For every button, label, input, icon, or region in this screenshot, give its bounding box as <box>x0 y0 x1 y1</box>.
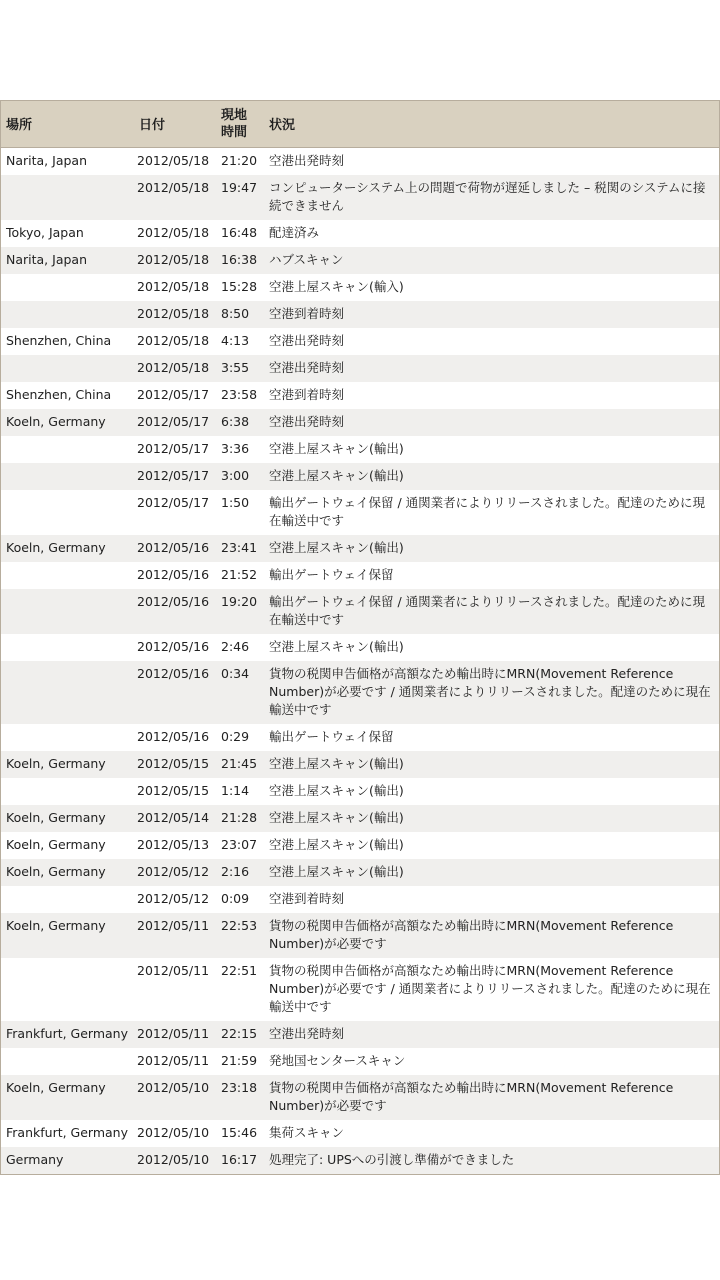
cell-date: 2012/05/16 <box>137 593 210 609</box>
cell-date: 2012/05/11 <box>137 1025 210 1041</box>
cell-location: Frankfurt, Germany <box>6 1025 129 1041</box>
cell-location <box>1 490 134 535</box>
cell-location: Narita, Japan <box>6 251 87 267</box>
cell-location <box>1 463 134 490</box>
cell-date: 2012/05/10 <box>137 1124 210 1140</box>
cell-local-time: 19:20 <box>221 593 258 609</box>
cell-local-time: 21:45 <box>221 755 258 771</box>
cell-local-time: 3:55 <box>221 359 250 375</box>
cell-location <box>1 778 134 805</box>
cell-date: 2012/05/17 <box>137 413 210 429</box>
cell-location <box>1 562 134 589</box>
table-row <box>1 220 719 247</box>
table-row <box>1 409 719 436</box>
cell-location <box>1 724 134 751</box>
cell-status: 空港上屋スキャン(輸出) <box>269 638 404 654</box>
cell-date: 2012/05/10 <box>137 1079 210 1095</box>
cell-date: 2012/05/10 <box>137 1151 210 1167</box>
cell-location: Koeln, Germany <box>6 917 106 933</box>
cell-location: Koeln, Germany <box>6 809 106 825</box>
table-row <box>1 751 719 778</box>
table-row <box>1 805 719 832</box>
table-header <box>1 101 719 147</box>
cell-local-time: 22:51 <box>221 962 258 978</box>
cell-local-time: 23:18 <box>221 1079 258 1095</box>
cell-status: 貨物の税関申告価格が高額なため輸出時にMRN(Movement Reference Number)が必要です / 通関業者によりリリースされました。配達のために現在輸送中です <box>269 665 711 717</box>
cell-status: 空港上屋スキャン(輸出) <box>269 782 404 798</box>
table-row <box>1 1075 719 1120</box>
cell-local-time: 6:38 <box>221 413 250 429</box>
table-row <box>1 634 719 661</box>
cell-status: 空港上屋スキャン(輸入) <box>269 278 404 294</box>
cell-location <box>1 274 134 301</box>
cell-date: 2012/05/17 <box>137 494 210 510</box>
cell-local-time: 16:48 <box>221 224 258 240</box>
cell-location: Shenzhen, China <box>6 332 112 348</box>
cell-status: 配達済み <box>269 224 320 240</box>
table-row <box>1 382 719 409</box>
cell-local-time: 19:47 <box>221 179 258 195</box>
cell-date: 2012/05/11 <box>137 1052 210 1068</box>
table-row <box>1 778 719 805</box>
cell-date: 2012/05/16 <box>137 638 210 654</box>
cell-location: Koeln, Germany <box>6 413 106 429</box>
cell-date: 2012/05/17 <box>137 386 210 402</box>
cell-location: Koeln, Germany <box>6 539 106 555</box>
cell-location <box>1 661 134 724</box>
cell-location: Narita, Japan <box>6 152 87 168</box>
cell-local-time: 4:13 <box>221 332 250 348</box>
table-row <box>1 436 719 463</box>
cell-local-time: 15:28 <box>221 278 258 294</box>
cell-status: 空港出発時刻 <box>269 152 345 168</box>
table-row <box>1 832 719 859</box>
cell-status: 空港到着時刻 <box>269 890 345 906</box>
table-row <box>1 1021 719 1048</box>
cell-date: 2012/05/18 <box>137 278 210 294</box>
table-row <box>1 328 719 355</box>
cell-local-time: 0:29 <box>221 728 250 744</box>
cell-status: 貨物の税関申告価格が高額なため輸出時にMRN(Movement Reference Number)が必要です <box>269 917 674 951</box>
cell-status: 空港上屋スキャン(輸出) <box>269 539 404 555</box>
cell-status: 空港上屋スキャン(輸出) <box>269 440 404 456</box>
table-row <box>1 1147 719 1174</box>
cell-date: 2012/05/15 <box>137 755 210 771</box>
table-row <box>1 355 719 382</box>
cell-date: 2012/05/18 <box>137 152 210 168</box>
cell-date: 2012/05/17 <box>137 440 210 456</box>
cell-status: 空港到着時刻 <box>269 386 345 402</box>
cell-status: 空港上屋スキャン(輸出) <box>269 809 404 825</box>
cell-location <box>1 1048 134 1075</box>
cell-location <box>1 634 134 661</box>
cell-date: 2012/05/18 <box>137 224 210 240</box>
cell-status: 処理完了: UPSへの引渡し準備ができました <box>269 1151 515 1167</box>
cell-date: 2012/05/17 <box>137 467 210 483</box>
cell-local-time: 3:36 <box>221 440 250 456</box>
cell-date: 2012/05/18 <box>137 359 210 375</box>
cell-location: Frankfurt, Germany <box>6 1124 129 1140</box>
cell-date: 2012/05/12 <box>137 890 210 906</box>
cell-local-time: 23:41 <box>221 539 258 555</box>
cell-location: Koeln, Germany <box>6 1079 106 1095</box>
cell-date: 2012/05/16 <box>137 728 210 744</box>
cell-local-time: 0:34 <box>221 665 250 681</box>
cell-status: 貨物の税関申告価格が高額なため輸出時にMRN(Movement Reference Number)が必要です <box>269 1079 674 1113</box>
cell-local-time: 1:50 <box>221 494 250 510</box>
cell-status: 空港上屋スキャン(輸出) <box>269 836 404 852</box>
cell-local-time: 2:16 <box>221 863 250 879</box>
header-local-time-line1: 現地 <box>221 107 248 123</box>
cell-location: Shenzhen, China <box>6 386 112 402</box>
cell-location: Koeln, Germany <box>6 755 106 771</box>
table-row <box>1 724 719 751</box>
cell-date: 2012/05/16 <box>137 539 210 555</box>
cell-date: 2012/05/14 <box>137 809 210 825</box>
cell-status: 集荷スキャン <box>269 1124 345 1140</box>
table-row <box>1 274 719 301</box>
table-body <box>1 147 719 1174</box>
header-status: 状況 <box>264 101 719 147</box>
table-row <box>1 958 719 1021</box>
table-row <box>1 490 719 535</box>
cell-status: 空港上屋スキャン(輸出) <box>269 863 404 879</box>
table-row <box>1 147 719 175</box>
cell-location: Germany <box>6 1151 64 1167</box>
cell-local-time: 15:46 <box>221 1124 258 1140</box>
cell-local-time: 2:46 <box>221 638 250 654</box>
cell-date: 2012/05/18 <box>137 251 210 267</box>
cell-status: 輸出ゲートウェイ保留 <box>269 728 394 744</box>
cell-status: 輸出ゲートウェイ保留 <box>269 566 394 582</box>
table-row <box>1 535 719 562</box>
table-row <box>1 562 719 589</box>
cell-location <box>1 958 134 1021</box>
cell-date: 2012/05/16 <box>137 566 210 582</box>
table-row <box>1 247 719 274</box>
cell-local-time: 21:59 <box>221 1052 258 1068</box>
table-row <box>1 859 719 886</box>
cell-local-time: 21:52 <box>221 566 258 582</box>
cell-status: 空港上屋スキャン(輸出) <box>269 755 404 771</box>
cell-date: 2012/05/15 <box>137 782 210 798</box>
header-date: 日付 <box>134 101 218 147</box>
cell-date: 2012/05/18 <box>137 179 210 195</box>
cell-location <box>1 589 134 634</box>
cell-date: 2012/05/13 <box>137 836 210 852</box>
cell-date: 2012/05/16 <box>137 665 210 681</box>
cell-status: 空港出発時刻 <box>269 359 345 375</box>
cell-local-time: 1:14 <box>221 782 250 798</box>
cell-local-time: 21:20 <box>221 152 258 168</box>
cell-location: Koeln, Germany <box>6 836 106 852</box>
cell-status: 空港出発時刻 <box>269 413 345 429</box>
cell-location <box>1 355 134 382</box>
cell-date: 2012/05/18 <box>137 305 210 321</box>
cell-status: 貨物の税関申告価格が高額なため輸出時にMRN(Movement Reference Number)が必要です / 通関業者によりリリースされました。配達のために現在輸送中です <box>269 962 711 1014</box>
header-local-time-line2: 時間 <box>221 124 248 140</box>
cell-location <box>1 436 134 463</box>
table-row <box>1 913 719 958</box>
cell-status: コンピューターシステム上の問題で荷物が遅延しました – 税関のシステムに接続できません <box>269 179 706 213</box>
cell-status: 空港到着時刻 <box>269 305 345 321</box>
table-row <box>1 301 719 328</box>
cell-local-time: 8:50 <box>221 305 250 321</box>
cell-status: 発地国センタースキャン <box>269 1052 406 1068</box>
cell-local-time: 22:15 <box>221 1025 258 1041</box>
cell-location <box>1 175 134 220</box>
cell-date: 2012/05/11 <box>137 962 210 978</box>
cell-local-time: 16:17 <box>221 1151 258 1167</box>
cell-local-time: 16:38 <box>221 251 258 267</box>
tracking-history-table <box>1 101 719 1174</box>
cell-status: 空港上屋スキャン(輸出) <box>269 467 404 483</box>
cell-local-time: 23:07 <box>221 836 258 852</box>
table-row <box>1 589 719 634</box>
header-location: 場所 <box>1 101 134 147</box>
table-row <box>1 1120 719 1147</box>
tracking-history-table-container <box>0 100 720 1175</box>
table-row <box>1 661 719 724</box>
cell-local-time: 21:28 <box>221 809 258 825</box>
header-row <box>1 101 719 147</box>
cell-status: ハブスキャン <box>269 251 344 267</box>
cell-date: 2012/05/11 <box>137 917 210 933</box>
cell-location: Koeln, Germany <box>6 863 106 879</box>
table-row <box>1 1048 719 1075</box>
cell-status: 輸出ゲートウェイ保留 / 通関業者によりリリースされました。配達のために現在輸送中です <box>269 494 706 528</box>
table-row <box>1 175 719 220</box>
cell-local-time: 3:00 <box>221 467 250 483</box>
header-local-time <box>218 101 264 147</box>
cell-local-time: 22:53 <box>221 917 258 933</box>
cell-status: 空港出発時刻 <box>269 1025 345 1041</box>
cell-location: Tokyo, Japan <box>6 224 84 240</box>
table-row <box>1 463 719 490</box>
cell-location <box>1 886 134 913</box>
cell-status: 輸出ゲートウェイ保留 / 通関業者によりリリースされました。配達のために現在輸送中です <box>269 593 706 627</box>
cell-local-time: 0:09 <box>221 890 250 906</box>
cell-status: 空港出発時刻 <box>269 332 345 348</box>
table-row <box>1 886 719 913</box>
cell-location <box>1 301 134 328</box>
cell-date: 2012/05/12 <box>137 863 210 879</box>
cell-local-time: 23:58 <box>221 386 258 402</box>
cell-date: 2012/05/18 <box>137 332 210 348</box>
